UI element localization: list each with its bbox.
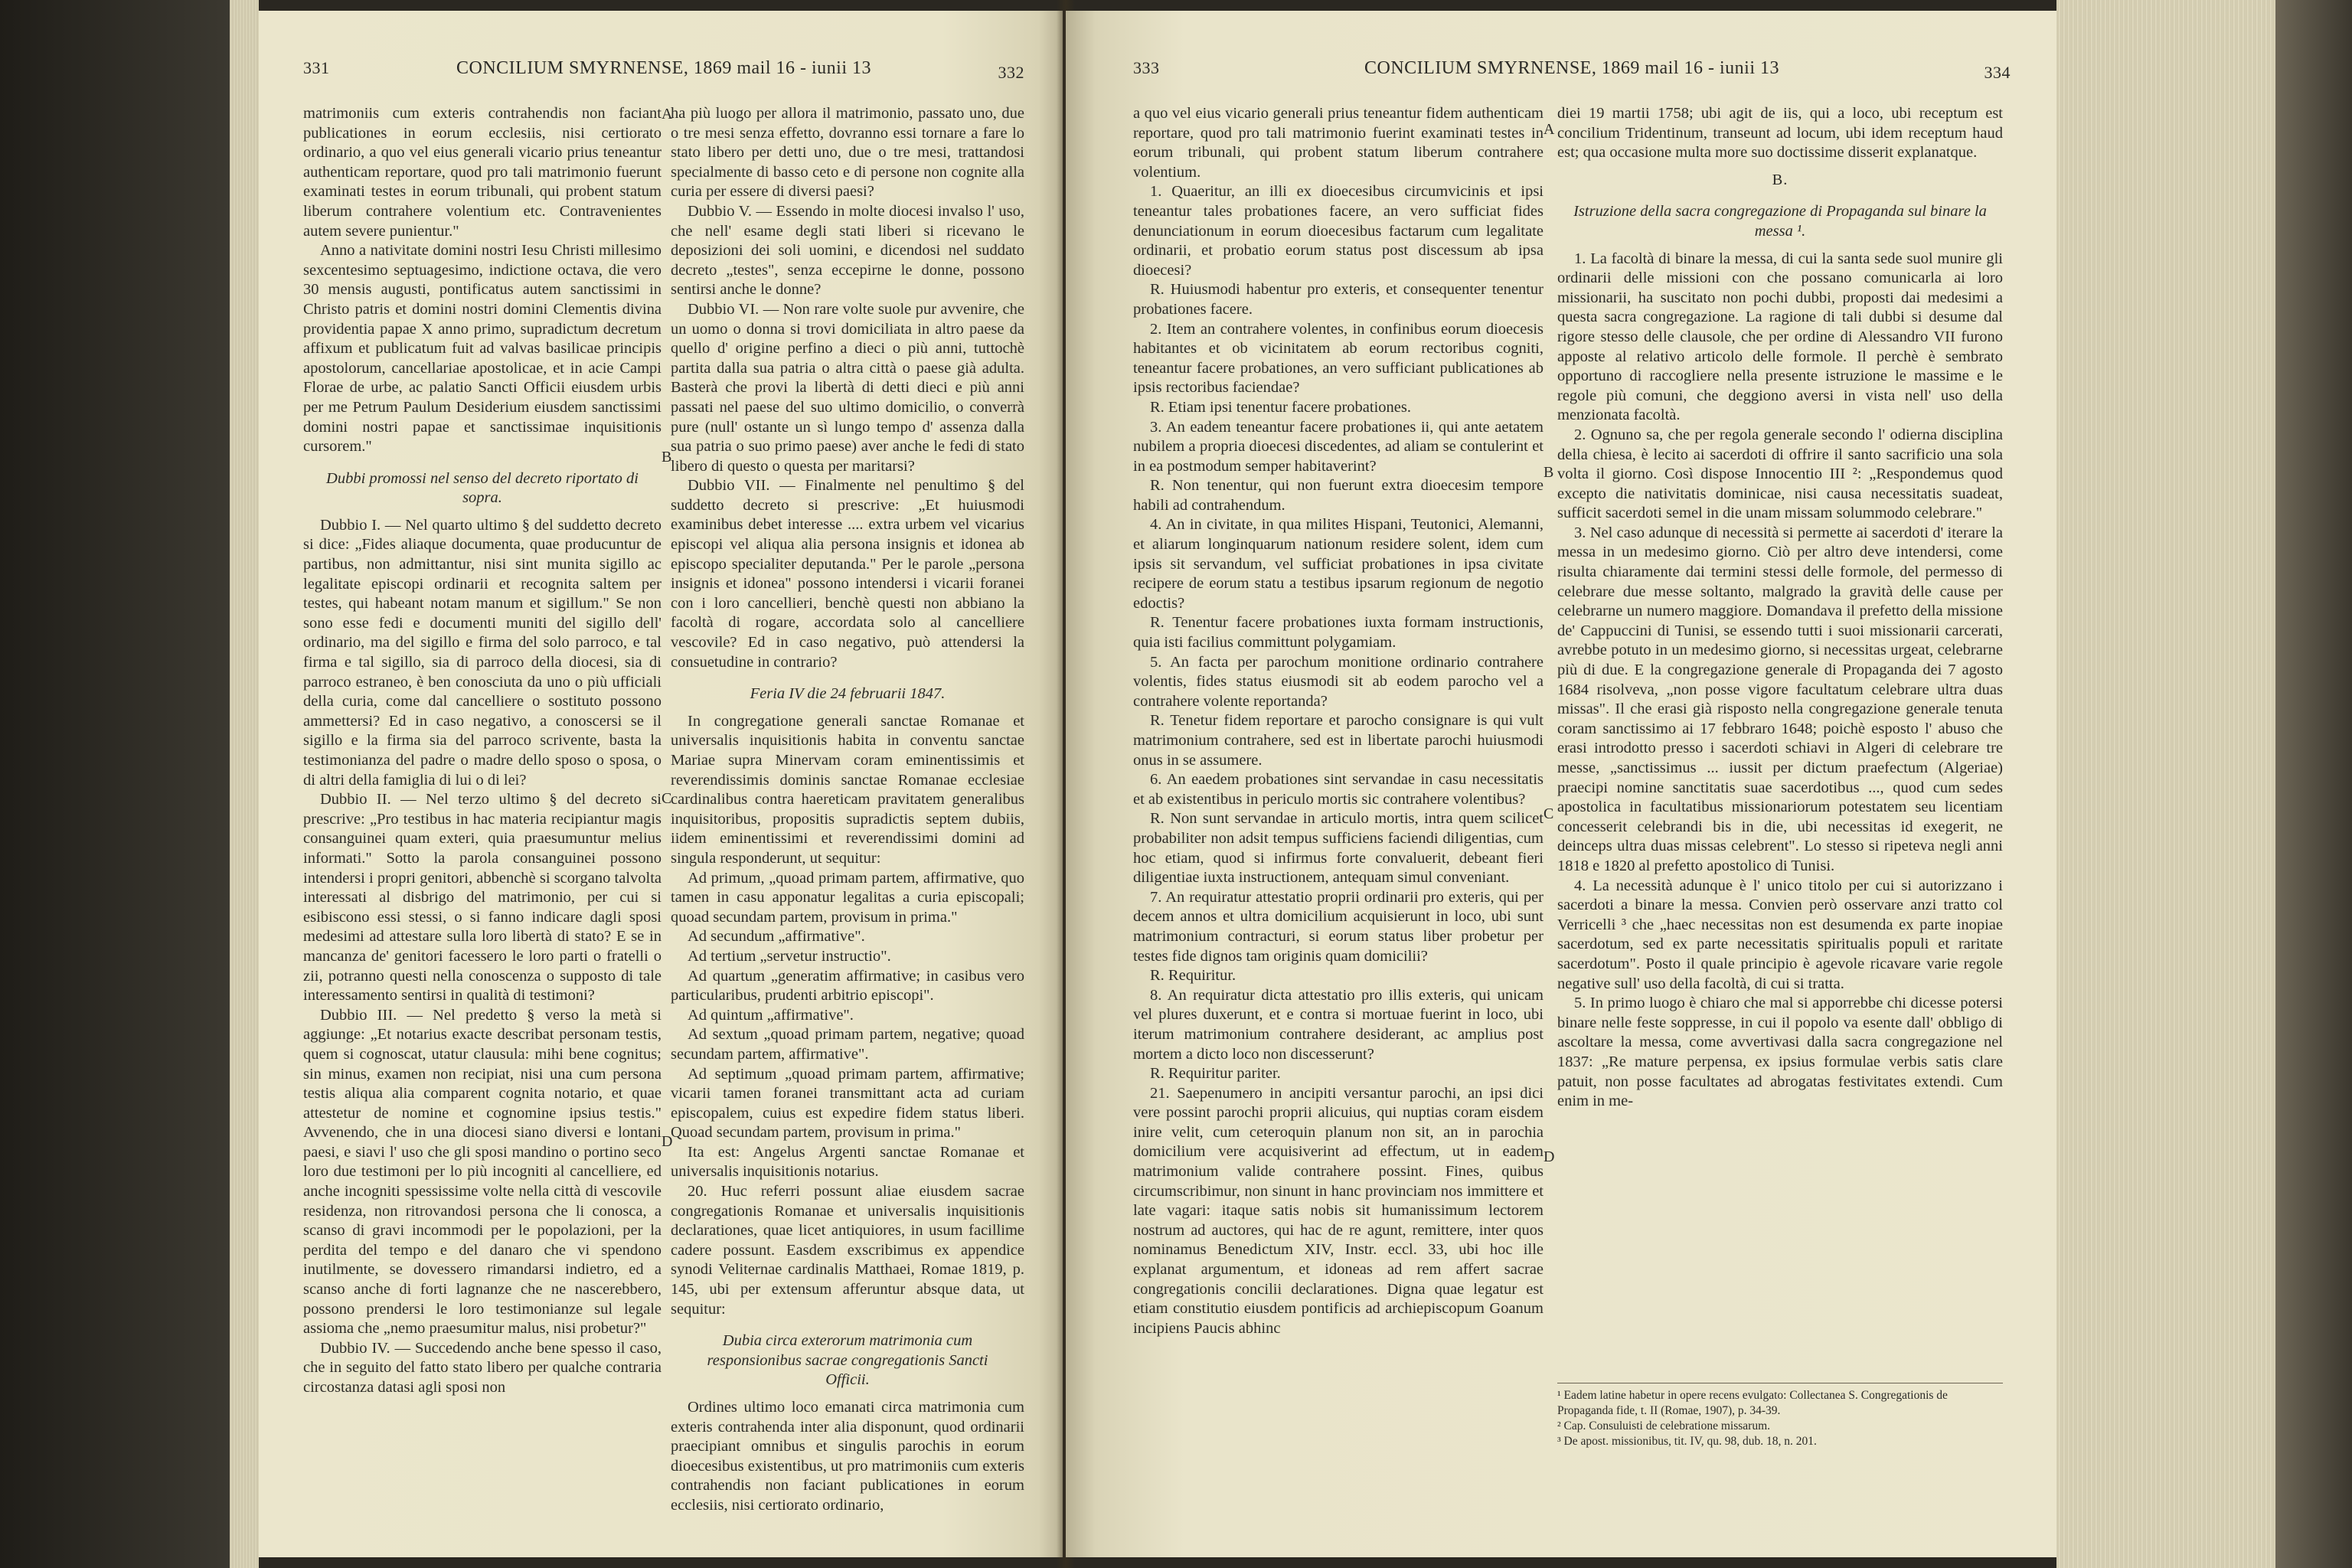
paragraph: 4. La necessità adunque è l' unico titolo per cui si autorizzano i sacerdoti a binare la messa. Convien però osservare anzi tratto col Verricelli ³ che „haec necessitas non est desumenda ex parte inopiae sacerdotum, sed ex parte necessitatis spiritualis populi et raritate sacerdotum". Posto il quale principio è agevole ricavare varie regole negative sull' uso della facoltà, di cui si tratta. — [1557, 877, 2003, 992]
right-page-spread — [1066, 11, 2056, 1557]
section-marker-a: A — [1544, 121, 1555, 138]
page-number-333: 333 — [1133, 58, 1160, 77]
paragraph: a quo vel eius vicario generali prius teneantur fidem authenticam reportare, quod pro tali matrimonio fuerint examinati testes in eorum tribunali, qui probent statum liberum contrahere volentium. — [1133, 105, 1544, 181]
paragraph: Ad secundum „affirmative". — [688, 928, 865, 946]
footnote-3: ³ De apost. missionibus, tit. IV, qu. 98, dub. 18, n. 201. — [1557, 1435, 1817, 1448]
paragraph: R. Requiritur. — [1150, 967, 1236, 985]
left-running-header — [303, 58, 1024, 89]
paragraph: 5. An facta per parochum monitione ordinario contrahere volentis, fides status eiusmodi sit ab eodem parocho vel a contrahere volente reportanda? — [1133, 653, 1544, 710]
paragraph: Dubbio IV. — Succedendo anche bene spesso il caso, che in seguito del fatto stato libero per qualche contraria circostanza datasi agli sposi non — [303, 1339, 662, 1396]
page-number-334: 334 — [1984, 63, 2011, 82]
right-running-header — [1133, 58, 2011, 89]
desk-background — [0, 0, 230, 1568]
section-heading: Feria IV die 24 februarii 1847. — [750, 685, 946, 703]
footnote-2: ² Cap. Consuluisti de celebratione missarum. — [1557, 1419, 1771, 1432]
running-title: CONCILIUM SMYRNENSE, 1869 mail 16 - iunii 13 — [1364, 58, 1779, 78]
paragraph: ha più luogo per allora il matrimonio, passato uno, due o tre mesi senza effetto, dovranno essi tornare a fare lo stato libero per detti uno, due o tre mesi, trattandosi specialmente di basso ceto e di persone non cognite alla curia per essere di diversi paesi? — [671, 105, 1024, 201]
paragraph: 1. Quaeritur, an illi ex dioecesibus circumvicinis et ipsi teneantur tales probationes facere, an vero sufficiat fides denunciationum in eorum dioecesibus factarum cum legalitate ordinarii, et probatio eorum status post discessum ab ipsa dioecesi? — [1133, 183, 1544, 279]
footnotes — [1557, 1383, 2003, 1449]
paragraph: 2. Item an contrahere volentes, in confinibus eorum dioecesis habitantes et ob vicinitatem ab eorum rectoribus cogniti, teneantur facere probationes, an vero sufficiant publicationes ab ipsis rectoribus faciendae? — [1133, 320, 1544, 397]
footnote-1: ¹ Eadem latine habetur in opere recens evulgato: Collectanea S. Congregationis de Propaganda fide, t. II (Romae, 1907), p. 34-39. — [1557, 1389, 1948, 1417]
page-edges-left — [230, 0, 259, 1568]
left-page-spread — [259, 11, 1063, 1557]
paragraph: Ita est: Angelus Argenti sanctae Romanae et universalis inquisitionis notarius. — [671, 1143, 1024, 1181]
paragraph: Ad tertium „servetur instructio". — [688, 947, 891, 965]
paragraph: 20. Huc referri possunt aliae eiusdem sacrae congregationis Romanae et universalis inquisitionis declarationes, quae licet antiquiores, in usum facillime cadere possunt. Easdem exscribimus ex appendice synodi Veliternae cardinalis Matthaei, Romae 1819, p. 145, ubi per extensum afferuntur absque data, ut sequitur: — [671, 1183, 1024, 1318]
section-marker-c: C — [1544, 805, 1554, 822]
page-number-332: 332 — [998, 63, 1024, 82]
right-column-2 — [1557, 104, 2003, 1383]
paragraph: Ad sextum „quoad primam partem, negative; quoad secundam partem, affirmative". — [671, 1026, 1024, 1063]
paragraph: Ad septimum „quoad primam partem, affirmative; vicarii tamen foranei transmittant acta ad curiam episcopalem, cuius est expedire fidem status liberi. Quoad secundam partem, provisum in prima." — [671, 1065, 1024, 1142]
section-heading: Istruzione della sacra congregazione di Propaganda sul binare la messa ¹. — [1573, 203, 1987, 240]
section-marker-c: C — [662, 790, 672, 807]
running-title: CONCILIUM SMYRNENSE, 1869 mail 16 - iunii 13 — [456, 58, 871, 78]
paragraph: Dubbio I. — Nel quarto ultimo § del suddetto decreto si dice: „Fides aliaque documenta, quae producuntur de partibus, non admittantur, nisi sint munita sigillo ac legalitate episcopi ordinarii et recognita saltem per testes, qui habeant notam manum et sigillum." Se non sono esse fedi e documenti muniti del sigillo dell' ordinario, ma del sigillo e firma del solo parroco, e tal firma e tal sigillo, sia di parroco della diocesi, sia di parroco estraneo, è ben conosciuta da uno o più ufficiali della curia, come dal cancelliere o sostituto possono ammettersi? Ed in caso negativo, a conoscersi se il sigillo e la firma sia del parroco scrivente, basta la testimonianza del padre o madre dello sposo o sposa, o di altri della famiglia di lui o di lei? — [303, 516, 662, 789]
right-column-1 — [1133, 104, 1544, 1383]
paragraph: Dubbio II. — Nel terzo ultimo § del decreto si prescrive: „Pro testibus in hac materia recipiantur magis consanguinei quam exteri, quia praesumuntur melius informati." Sotto la parola consanguinei possono intendersi i propri genitori, abbenchè si scorgano talvolta interessati al disbrigo del matrimonio, per cui si esibiscono essi stessi, o si fanno indicare dagli sposi medesimi ad attestare sulla loro libertà di stato? E se in mancanza de' genitori facessero le loro parti o fratelli o zii, potranno questi nella conoscenza o supposto di tale interessamento sentirsi in qualità di testimoni? — [303, 791, 662, 1004]
paragraph: R. Non sunt servandae in articulo mortis, intra quem scilicet probabiliter non adsit tempus sufficiens faciendi diligentias, cum hoc etiam, quod si infirmus forte convaluerit, debeant fieri diligentiae iuxta instructionem, antequam simul conveniant. — [1133, 810, 1544, 887]
paragraph: In congregatione generali sanctae Romanae et universalis inquisitionis habita in conventu sanctae Mariae supra Minervam coram eminentissimis et reverendissimis dominis sanctae Romanae ecclesiae cardinalibus contra haereticam pravitatem generalibus inquisitoribus, propositis supradictis septem dubiis, iidem eminentissimi et reverendissimi domini ad singula responderunt, ut sequitur: — [671, 712, 1024, 867]
paragraph: 21. Saepenumero in ancipiti versantur parochi, an ipsi dici vere possint parochi proprii alicuius, qui nuptias coram eisdem inire velit, cum ceteroquin planum non sit, an in parochia domicilium vere acquisiverint ad effectum, ut in eadem matrimonium valide contrahere possint. Fines, quibus circumscribimur, non sinunt in hanc provinciam nos immittere et late vagari: itaque satis nobis sit humanissimum lectorem nostrum ad auctores, qui hac de re agunt, remittere, inter quos nominamus Benedictum XIV, Instr. eccl. 33, ubi hoc ille explanat argumentum, et idoneas ad rem affert sacrae congregationis concilii declarationes. Digna quae legatur est etiam constitutio eiusdem pontificis ad archiepiscopum Goanum incipiens Paucis abhinc — [1133, 1084, 1544, 1337]
paragraph: 8. An requiratur dicta attestatio pro illis exteris, qui unicam vel plures duxerunt, et e contra si mortuae fuerint in loco, ubi iterum matrimonium contrahere desiderant, ac amplius post mortem a dicto loco non discesserunt? — [1133, 986, 1544, 1063]
left-column-2 — [671, 104, 1024, 1514]
section-marker-d: D — [1544, 1148, 1555, 1165]
section-heading: Dubia circa exterorum matrimonia cum responsionibus sacrae congregationis Sancti Officii. — [707, 1332, 988, 1389]
section-marker-a: A — [662, 106, 673, 122]
section-marker-b: B — [1544, 464, 1554, 481]
paragraph: 2. Ognuno sa, che per regola generale secondo l' odierna disciplina della chiesa, è lecito ai sacerdoti di offrire il santo sacrificio una sola volta il giorno. Così dispose Innocentio III ²: „Respondemus quod excepto die nativitatis dominicae, nisi causa necessitatis suadeat, sufficit sacerdoti semel in die unam missam solummodo celebrare." — [1557, 426, 2003, 522]
paragraph: Ad quartum „generatim affirmative; in casibus vero particularibus, prudenti arbitrio episcopi". — [671, 967, 1024, 1004]
section-letter: B. — [1772, 171, 1788, 188]
paragraph: 4. An in civitate, in qua milites Hispani, Teutonici, Alemanni, et aliarum longinquarum nationum residere solent, idem cum ipsis sit servandum, vel sufficiat probationes in ipsa civitate recipere de eorum statu a testibus ipsarum regionum de negotio edoctis? — [1133, 516, 1544, 612]
paragraph: R. Tenentur facere probationes iuxta formam instructionis, quia isti facilius committunt polygamiam. — [1133, 614, 1544, 652]
paragraph: Ad primum, „quoad primam partem, affirmative, quo tamen in casu apponatur legalitas a curia episcopali; quoad secundam partem, provisum in prima." — [671, 869, 1024, 926]
desk-background-right — [2275, 0, 2352, 1568]
paragraph: R. Non tenentur, qui non fuerunt extra dioecesim tempore habili ad contrahendum. — [1133, 477, 1544, 514]
section-marker-b: B — [662, 449, 672, 466]
page-edges-right — [2056, 0, 2275, 1568]
paragraph: 3. Nel caso adunque di necessità si permette ai sacerdoti d' iterare la messa in un medesimo giorno. Ciò per altro deve intendersi, come risulta chiaramente dai termini stessi delle formole, del permesso di celebrare due messe soltanto, malgrado la gravità delle cause per celebrarne un numero maggiore. Domandava il prefetto della missione de' Cappuccini di Tunisi, se essendo tutti i suoi missionarii carcerati, avrebbe potuto in un medesimo giorno, si necessitas urgeat, celebrarne più di due. E la congregazione generale di Propaganda dei 7 agosto 1684 risolveva, „non posse vigore facultatum celebrare ultra duas missas". Il che erasi già risposto nella congregazione generale tenuta coram sanctissimo ai 17 febbraro 1648; poichè esposto l' abuso che erasi introdotto presso i sacerdoti schiavi in Algeri di celebrare tre messe, „sanctissimus ... iussit per dictum praefectum (Algeriae) praecipi nomine sanctitatis suae sacerdotibus ..., quod cum sedes apostolica in facultatibus missionariorum potestatem seu licentiam concesserit celebrandi bis in die, ubi necessitas id exegerit, ne deinceps ultra duas missas celebrent". Lo stesso si ripeteva negli anni 1818 e 1820 al prefetto apostolico di Tunisi. — [1557, 524, 2003, 874]
paragraph: R. Tenetur fidem reportare et parocho consignare is qui vult matrimonium contrahere, sed est in libertate parochi huiusmodi onus in se assumere. — [1133, 712, 1544, 769]
paragraph: R. Etiam ipsi tenentur facere probationes. — [1150, 398, 1411, 416]
section-heading: Dubbi promossi nel senso del decreto riportato di sopra. — [326, 469, 639, 507]
paragraph: matrimoniis cum exteris contrahendis non faciant publicationes in eorum ecclesiis, nisi certiorato ordinario, a quo vel eius generali vicario prius teneantur authenticam reportare, quod pro tali matrimonio fuerunt examinati testes in eorum tribunali, qui probent statum liberum contrahere volentium etc. Contravenientes autem severe punientur." — [303, 105, 662, 240]
paragraph: 5. In primo luogo è chiaro che mal si apporrebbe chi dicesse potersi binare nelle feste soppresse, in cui il popolo va esente dall' obbligo di ascoltare la messa, come avvertivasi dalla sacra congregazione nel 1837: „Re mature perpensa, ex ipsius formulae verbis satis clare patuit, non posse facultates ad abrogatas festivitates extendi. Cum enim in me- — [1557, 995, 2003, 1110]
left-column-1 — [303, 104, 662, 1406]
paragraph: R. Huiusmodi habentur pro exteris, et consequenter tenentur probationes facere. — [1133, 281, 1544, 318]
paragraph: diei 19 martii 1758; ubi agit de iis, qui a loco, ubi receptum est concilium Tridentinum, transeunt ad locum, ubi idem receptum haud est; qua occasione multa more suo doctissime disserit explanatque. — [1557, 105, 2003, 162]
paragraph: 6. An eaedem probationes sint servandae in casu necessitatis et ab existentibus in periculo mortis sic contrahere volentibus? — [1133, 771, 1544, 808]
paragraph: 1. La facoltà di binare la messa, di cui la santa sede suol munire gli ordinarii delle missioni con che possano comunicarla ai loro missionarii, ha suscitato non pochi dubbi, proposti dai medesimi a questa sacra congregazione. La ragione di tali dubbi si desume dal rigore stesso delle clausole, che per ordine di Alessandro VII furono apposte al relativo articolo delle formole. Il perchè è sembrato opportuno di raccogliere nella presente istruzione le massime e le regole più comuni, che deggiono aversi in vista nell' uso della menzionata facoltà. — [1557, 250, 2003, 424]
paragraph: Anno a nativitate domini nostri Iesu Christi millesimo sexcentesimo septuagesimo, indictione octava, die vero 30 mensis augusti, pontificatus autem sanctissimi in Christo patris et domini nostri domini Clementis divina providentia papae X anno primo, supradictum decretum affixum et publicatum fuit ad valvas basilicae principis apostolorum, cancellariae apostolicae, et in acie Campi Florae de urbe, ac palatio Sancti Officii eiusdem urbis per me Petrum Paulum Desiderium eiusdem sanctissimi domini nostri papae et sanctissimae inquisitionis cursorem." — [303, 242, 662, 456]
page-number-331: 331 — [303, 58, 330, 77]
paragraph: Dubbio VII. — Finalmente nel penultimo § del suddetto decreto si prescrive: „Et huiusmodi examinibus debet interesse .... extra urbem vel vicarius episcopi vel aliqua alia persona insignis et idonea ab episcopo specialiter deputanda." Per le parole „persona insignis et idonea" possono intendersi i vicarii foranei con i loro cancellieri, benchè questi non abbiano la facoltà di rogare, accordata solo al cancelliere vescovile? Ed in caso negativo, può attendersi la consuetudine in contrario? — [671, 477, 1024, 671]
section-marker-d: D — [662, 1133, 673, 1150]
paragraph: Dubbio V. — Essendo in molte diocesi invalso l' uso, che nell' esame degli stati liberi si ricevano le deposizioni dei soli uomini, e dicendosi nel suddato decreto „testes", senza eccepirne le donne, possono sentirsi anche le donne? — [671, 202, 1024, 299]
paragraph: R. Requiritur pariter. — [1150, 1065, 1281, 1083]
paragraph: 7. An requiratur attestatio proprii ordinarii pro exteris, qui per decem annos et ultra domicilium acquisierunt in loco, ubi sunt matrimonium contracturi, si eorum status liber probetur per testes fide dignos tam originis quam domicilii? — [1133, 888, 1544, 965]
paragraph: Ordines ultimo loco emanati circa matrimonia cum exteris contrahenda inter alia disponunt, quod ordinarii praecipiant omnibus et singulis parochis in eorum dioecesibus existentibus, ut pro matrimoniis cum exteris contrahendis non faciant publicationes in eorum ecclesiis, nisi certiorato ordinario, — [671, 1399, 1024, 1514]
paragraph: Dubbio VI. — Non rare volte suole pur avvenire, che un uomo o donna si trovi domiciliata in altro paese da quello d' origine perfino a dieci o più anni, tuttochè partita dalla sua patria o altra città o paese già adulta. Basterà che provi la libertà di detti dieci e più anni passati nel paese del suo ultimo domicilio, o converrà pure (null' ostante un sì lungo tempo d' assenza dalla sua patria o suo primo paese) aver anche le fedi di stato libero di questo o questa per maritarsi? — [671, 300, 1024, 475]
paragraph: Ad quintum „affirmative". — [688, 1006, 854, 1024]
paragraph: Dubbio III. — Nel predetto § verso la metà si aggiunge: „Et notarius exacte describat personam testis, quem si cognoscat, utatur clausula: mihi bene cognitus; sin minus, examen non recipiat, nisi una cum persona testis aliqua alia comparent cognita notario, et quae attestetur de nomine et cognomine ipsius testis." Avvenendo, che in una diocesi siano diversi e lontani paesi, e siavi l' uso che gli sposi mandino o portino seco loro due testimoni per lo più incogniti al cancelliere, ed anche incogniti spessissime volte nella città di vescovile residenza, non ritrovandosi persona che li conosca, a scanso di gravi incommodi per le popolazioni, per la perdita del tempo e del danaro che vi spendono inutilmente, se dovessero rimandarsi indietro, ed a scanso anche di forti lagnanze che ne nascerebbero, possono prendersi le loro testimonianze sul legale assioma che „nemo praesumitur malus, nisi probetur?" — [303, 1006, 662, 1338]
paragraph: 3. An eadem teneantur facere probationes ii, qui ante aetatem nubilem a propria dioecesi discedentes, ad aliam se contulerint et in ea postmodum semper habitaverint? — [1133, 418, 1544, 475]
